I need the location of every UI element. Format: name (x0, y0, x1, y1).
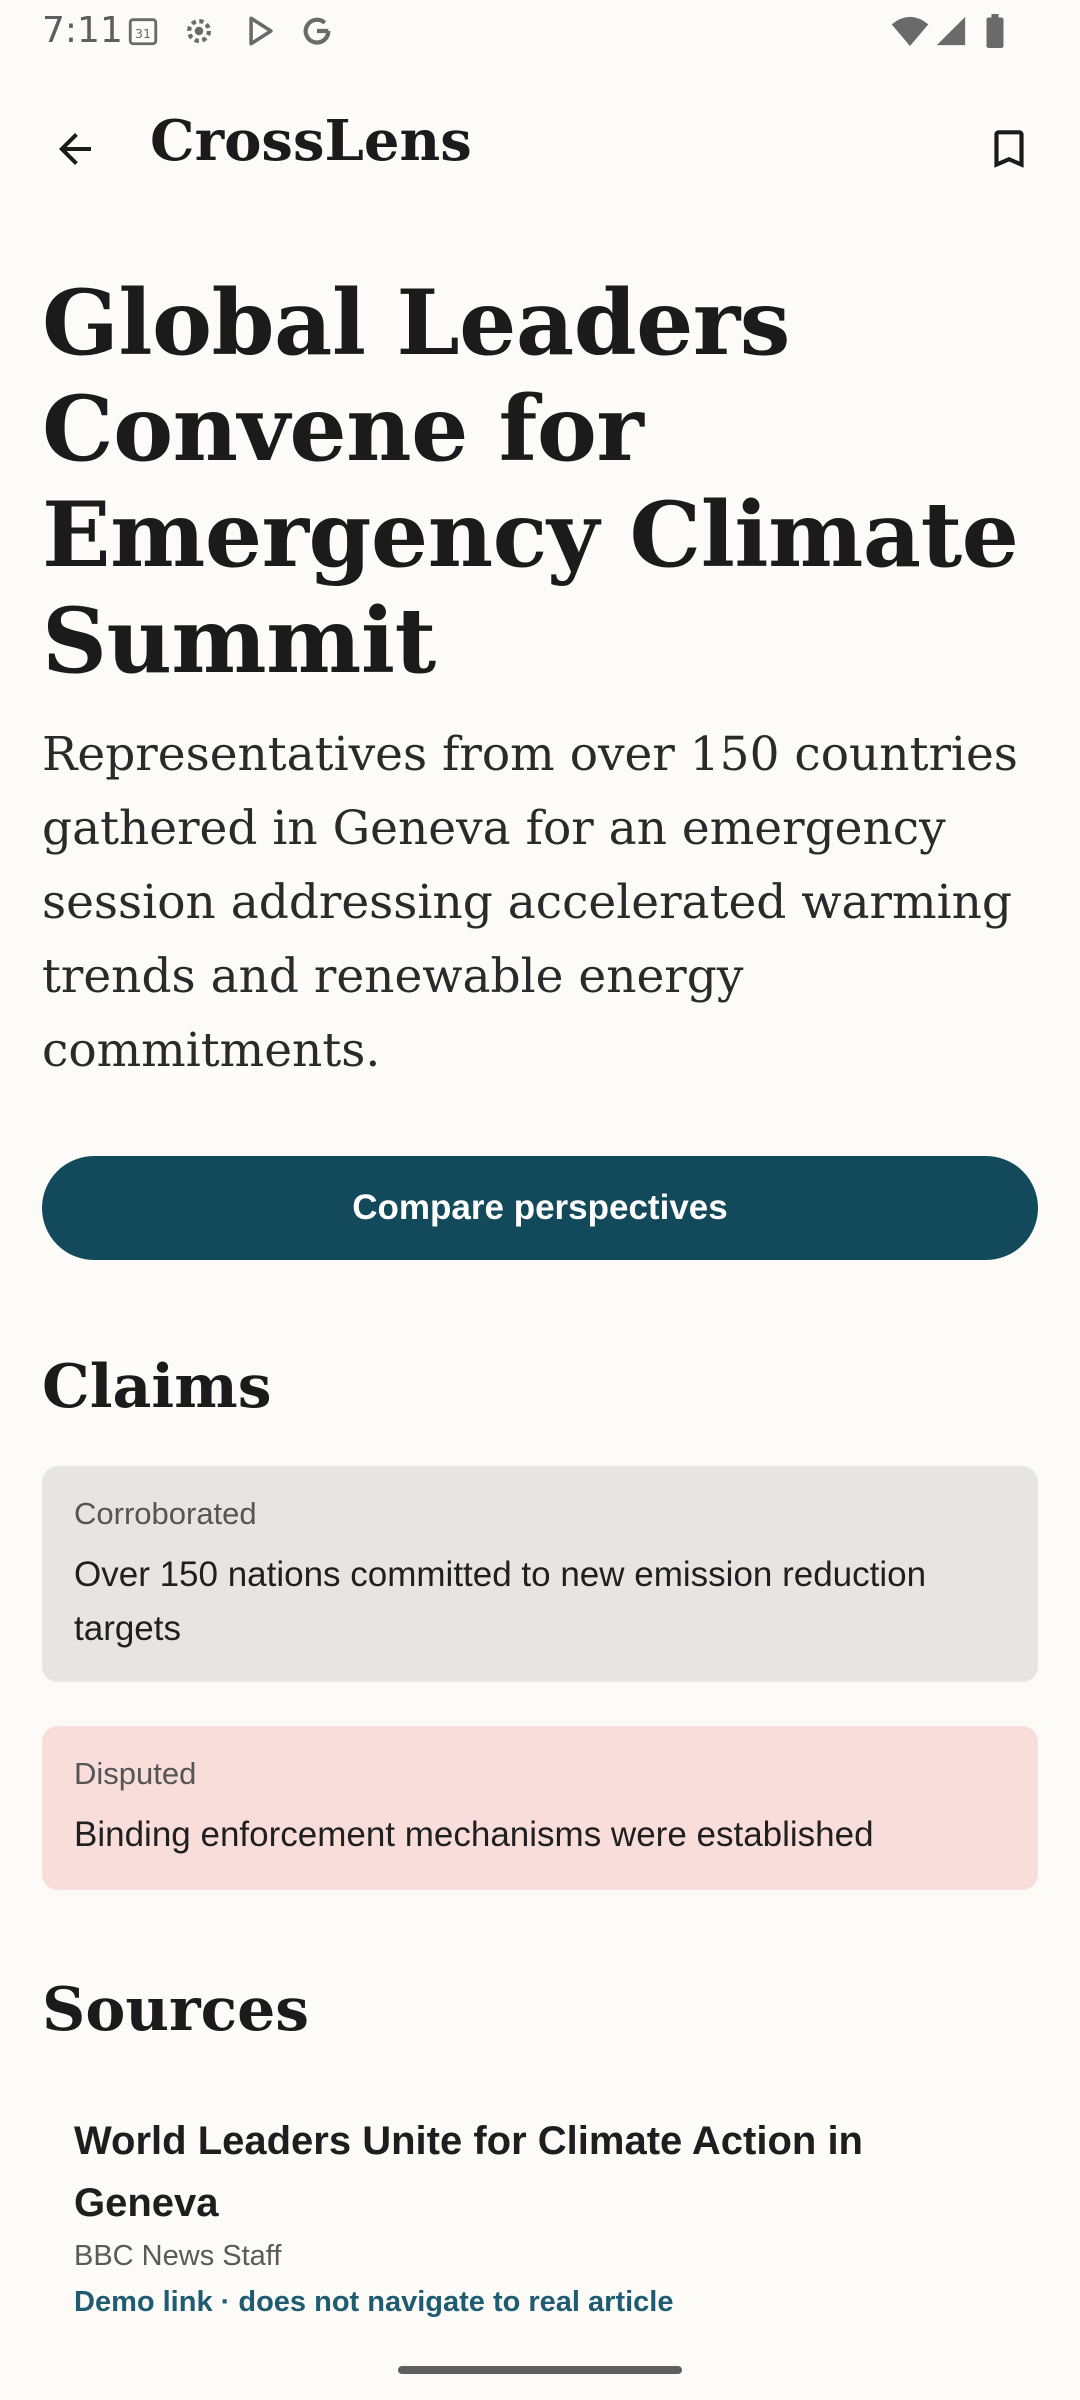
bookmark-button[interactable] (978, 118, 1040, 180)
source-demo-link[interactable]: Demo link · does not navigate to real article (74, 2286, 674, 2318)
bookmark-icon (984, 124, 1034, 174)
play-store-icon (244, 14, 278, 48)
arrow-back-icon (51, 125, 99, 173)
svg-text:31: 31 (134, 27, 152, 43)
claims-heading: Claims (42, 1352, 272, 1422)
claim-status-badge: Corroborated (74, 1496, 257, 1531)
source-author: BBC News Staff (74, 2240, 282, 2272)
wifi-icon (890, 14, 930, 48)
status-time: 7:11 (42, 10, 123, 51)
app-title: CrossLens (150, 108, 472, 174)
claim-text: Over 150 nations committed to new emission reduction targets (74, 1555, 927, 1648)
settings-icon (182, 14, 216, 48)
google-icon (300, 14, 334, 48)
article-headline: Global Leaders Convene for Emergency Climate Summit (42, 270, 1019, 694)
claim-status-badge: Disputed (74, 1756, 197, 1791)
sources-heading: Sources (42, 1975, 310, 2045)
gesture-nav-handle[interactable] (398, 2366, 682, 2374)
battery-icon (984, 14, 1006, 48)
source-title[interactable]: World Leaders Unite for Climate Action in Geneva (74, 2119, 863, 2225)
claim-card-disputed[interactable] (42, 1726, 1038, 1890)
claim-card-corroborated[interactable] (42, 1466, 1038, 1682)
signal-icon (934, 14, 968, 48)
compare-perspectives-button[interactable]: Compare perspectives (42, 1156, 1038, 1260)
article-summary: Representatives from over 150 countries gathered in Geneva for an emergency session addressing accelerated warming trends and renewable energy commitments. (42, 727, 1018, 1078)
back-button[interactable] (44, 118, 106, 180)
claim-text: Binding enforcement mechanisms were established (74, 1815, 874, 1854)
calendar-icon (126, 14, 160, 48)
status-bar (0, 0, 1080, 62)
